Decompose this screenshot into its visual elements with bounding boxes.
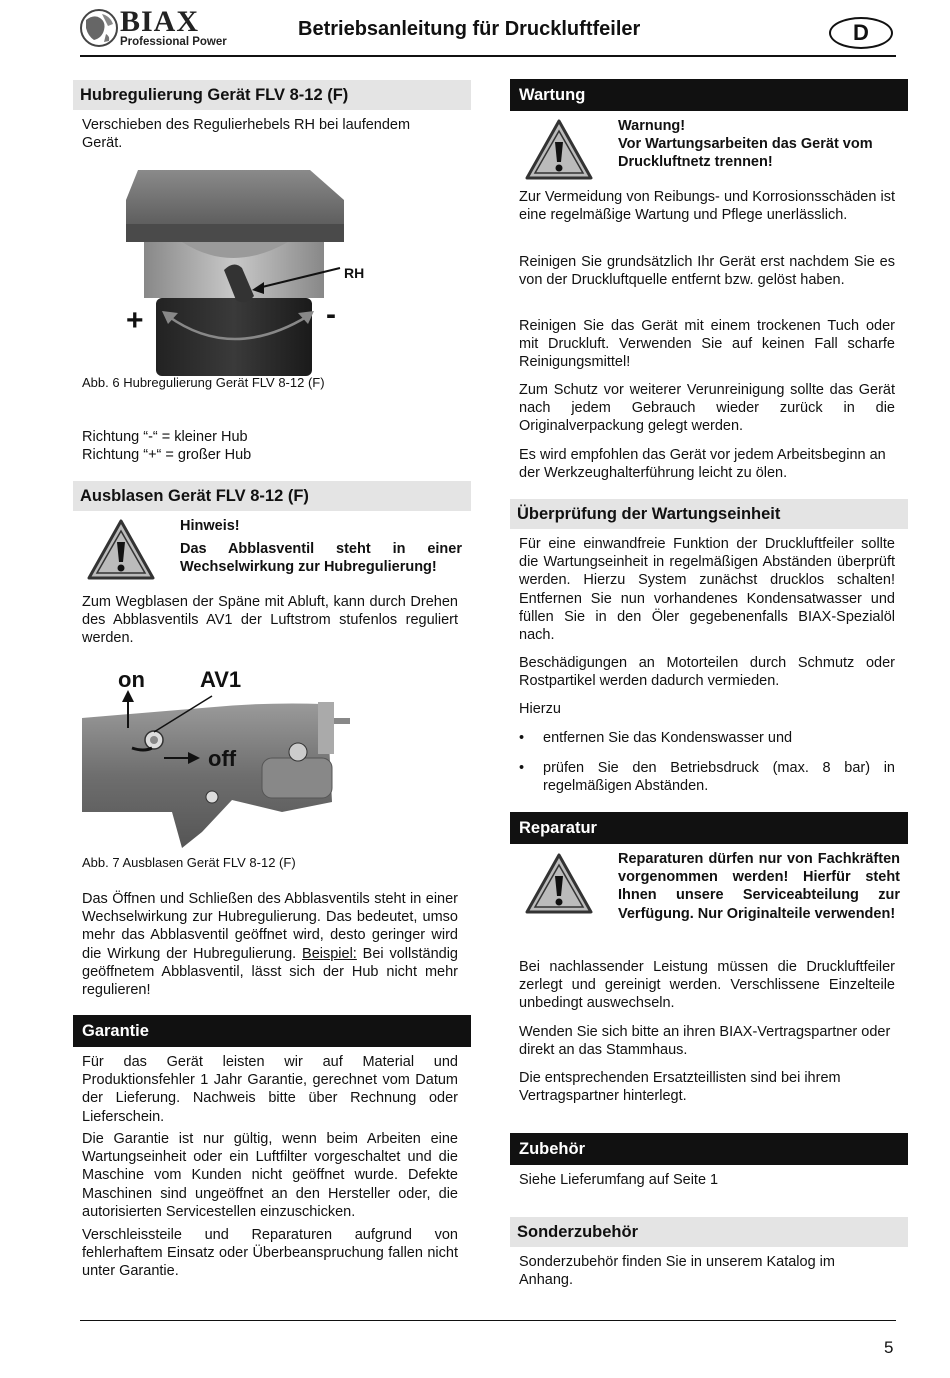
ausblasen-paragraph <box>82 890 458 999</box>
figure-hubregulierung <box>82 166 382 376</box>
note-title: Hinweis! <box>180 518 240 534</box>
pruefung-paragraph-1: Für eine einwandfreie Funktion der Druckluftfeiler sollte die Wartungseinheit in regelmäßigen Abständen überprüft werden. Hierzu System zunächst drucklos schalten! Entfernen Sie nun vorhandenes Kondensatwasser und füllen Sie in den Öler gegebenenfalls BIAX-Spezialöl nach. <box>519 536 895 644</box>
pruefung-paragraph-3: Hierzu <box>519 701 561 717</box>
language-badge: D <box>829 17 893 49</box>
warning-triangle-icon <box>524 852 594 916</box>
warning-triangle-icon <box>86 518 156 582</box>
garantie-paragraph-1: Für das Gerät leisten wir auf Material und Produktionsfehler 1 Jahr Garantie, gerechnet vom Datum der Lieferung. Nachweis bitte über Rechnung oder Lieferschein. <box>82 1054 458 1125</box>
page-number: 5 <box>884 1338 894 1357</box>
logo-tagline: Professional Power <box>120 36 227 48</box>
reparatur-paragraph-3: Die entsprechenden Ersatzteillisten sind bei ihrem Vertragspartner hinterlegt. <box>519 1070 841 1105</box>
garantie-paragraph-2: Die Garantie ist nur gültig, wenn beim Arbeiten eine Wartungseinheit oder ein Luftfilter vorgeschaltet und die Maschine vom Kunden nicht geöffnet wurde. Defekte Maschinen sind ungeöffnet an den Hersteller oder, die autorisierten Servicestellen einzuschicken. <box>82 1131 458 1220</box>
bullet-icon: • <box>519 730 525 746</box>
heading-garantie: Garantie <box>73 1015 471 1047</box>
list-item <box>519 759 899 797</box>
example-label: Beispiel: <box>302 945 357 962</box>
sonderzubehoer-paragraph: Sonderzubehör finden Sie in unserem Katalog im Anhang. <box>519 1254 835 1289</box>
heading-reparatur: Reparatur <box>510 812 908 844</box>
zubehoer-paragraph: Siehe Lieferumfang auf Seite 1 <box>519 1172 719 1188</box>
figure-label-off: off <box>208 746 237 771</box>
figure-label-rh: RH <box>344 265 365 281</box>
direction-minus: Richtung “-“ = kleiner Hub <box>82 429 248 445</box>
note-text: Das Abblasventil steht in einer Wechselwirkung zur Hubregulierung! <box>180 541 462 576</box>
figure-ausblasen <box>82 662 350 850</box>
reparatur-paragraph-2: Wenden Sie sich bitte an ihren BIAX-Vertragspartner oder direkt an das Stammhaus. <box>519 1024 891 1059</box>
figure-7-caption: Abb. 7 Ausblasen Gerät FLV 8-12 (F) <box>82 855 296 870</box>
figure-label-av1: AV1 <box>200 667 242 692</box>
figure-label-minus: - <box>326 298 336 331</box>
direction-plus: Richtung “+“ = großer Hub <box>82 447 252 463</box>
heading-pruefung: Überprüfung der Wartungseinheit <box>510 499 908 529</box>
biax-globe-icon <box>80 6 120 50</box>
reparatur-paragraph-1: Bei nachlassender Leistung müssen die Druckluftfeiler zerlegt und gereinigt werden. Verschlissene Einzelteile unbedingt auswechseln. <box>519 959 895 1012</box>
heading-ausblasen: Ausblasen Gerät FLV 8-12 (F) <box>73 481 471 511</box>
wartung-paragraph-3: Reinigen Sie das Gerät mit einem trockenen Tuch oder mit Druckluft. Verwenden Sie auf keinen Fall scharfe Reinigungsmittel! <box>519 318 895 371</box>
wartung-paragraph-1: Zur Vermeidung von Reibungs- und Korrosionsschäden ist eine regelmäßige Wartung und Pflege unerlässlich. <box>519 189 895 224</box>
reparatur-warning-text: Reparaturen dürfen nur von Fachkräften vorgenommen werden! Hierfür steht Ihnen unsere Serviceabteilung zur Verfügung. Nur Originalteile verwenden! <box>618 851 900 922</box>
header-divider <box>80 55 896 57</box>
wartung-warning-title: Warnung! <box>618 118 686 134</box>
figure-label-plus: + <box>126 304 144 337</box>
wartung-paragraph-4: Zum Schutz vor weiterer Verunreinigung sollte das Gerät nach jedem Gebrauch wieder zurück in die Originalverpackung gelegt werden. <box>519 382 895 435</box>
hub-intro-line-1: Verschieben des Regulierhebels RH bei laufendem <box>82 117 411 133</box>
hub-intro-line-2: Gerät. <box>82 135 123 151</box>
wartung-paragraph-5: Es wird empfohlen das Gerät vor jedem Arbeitsbeginn an der Werkzeughalterführung leicht zu ölen. <box>519 447 886 482</box>
heading-zubehoer: Zubehör <box>510 1133 908 1165</box>
wartung-paragraph-2: Reinigen Sie grundsätzlich Ihr Gerät erst nachdem Sie es von der Druckluftquelle entfernt bzw. gelöst haben. <box>519 254 895 289</box>
ausblasen-body: Zum Wegblasen der Späne mit Abluft, kann durch Drehen des Abblasventils AV1 der Luftstrom stufenlos reguliert werden. <box>82 594 458 647</box>
ausblasen-paragraph-text: Das Öffnen und Schließen des Abblasventils steht in einer Wechselwirkung zur Hubregulierung. Das bedeutet, umso mehr das Abblasventil geöffnet wird, desto geringer wird die Wirkung der Hubregulierung. <box>82 891 458 962</box>
bullet-text: prüfen Sie den Betriebsdruck (max. 8 bar) in regelmäßigen Abständen. <box>543 760 895 795</box>
example-text: Bei vollständig geöffnetem Abblasventil, lässt sich der Hub nicht mehr regulieren! <box>82 945 458 999</box>
warning-triangle-icon <box>524 118 594 182</box>
garantie-paragraph-3: Verschleissteile und Reparaturen aufgrund von fehlerhaftem Einsatz oder Überbeanspruchung fallen nicht unter Garantie. <box>82 1227 458 1280</box>
figure-6-caption: Abb. 6 Hubregulierung Gerät FLV 8-12 (F) <box>82 375 325 390</box>
heading-hubregulierung: Hubregulierung Gerät FLV 8-12 (F) <box>73 80 471 110</box>
bullet-icon: • <box>519 760 525 776</box>
figure-label-on: on <box>118 667 145 692</box>
biax-logo <box>80 6 225 50</box>
heading-wartung: Wartung <box>510 79 908 111</box>
list-item <box>519 729 899 749</box>
wartung-warning-text: Vor Wartungsarbeiten das Gerät vom Druckluftnetz trennen! <box>618 136 873 171</box>
footer-divider <box>80 1320 896 1321</box>
pruefung-paragraph-2: Beschädigungen an Motorteilen durch Schmutz oder Rostpartikel werden dadurch vermieden. <box>519 655 895 690</box>
heading-sonderzubehoer: Sonderzubehör <box>510 1217 908 1247</box>
bullet-text: entfernen Sie das Kondenswasser und <box>543 730 793 746</box>
document-title: Betriebsanleitung für Druckluftfeiler <box>298 18 641 40</box>
logo-brand-text: BIAX <box>120 5 200 38</box>
